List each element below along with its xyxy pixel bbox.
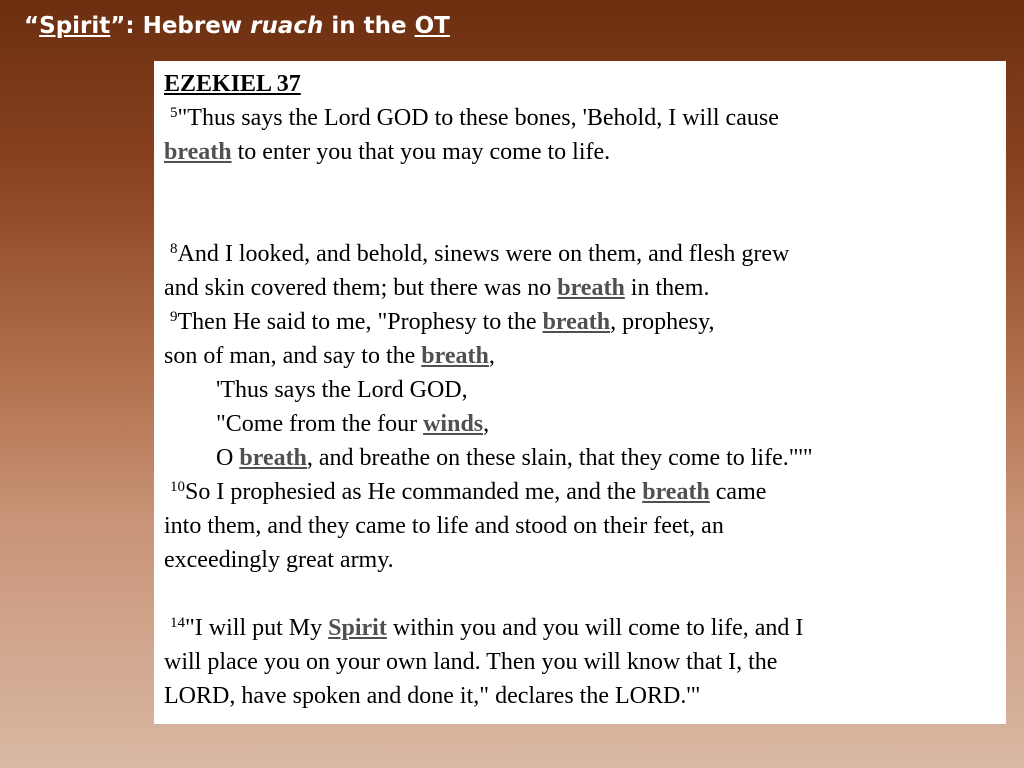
verse-9-text-1b: , prophesy, [610, 309, 715, 335]
verse-14-text-2: will place you on your own land. Then you will know that I, the [164, 649, 778, 675]
verse-14-line-3 [164, 679, 996, 713]
title-word-ot: OT [414, 13, 450, 39]
verse-10-text-2: into them, and they came to life and stood on their feet, an [164, 513, 724, 539]
keyword-breath: breath [421, 343, 489, 369]
verse-9-line-2 [164, 339, 996, 373]
keyword-breath: breath [642, 479, 710, 505]
verse-9-line-4 [164, 407, 996, 441]
title-word-ruach: ruach [250, 13, 324, 39]
verse-9-line-5 [164, 441, 996, 475]
title-open-quote: “ [24, 13, 40, 39]
verse-5-line-2 [164, 135, 996, 169]
verse-number-8: 8 [170, 241, 178, 257]
title-in-the: in the [323, 13, 415, 39]
keyword-spirit: Spirit [328, 615, 387, 641]
verse-14-text-3: LORD, have spoken and done it," declares the LORD.'" [164, 683, 701, 709]
verse-9-line-3 [164, 373, 996, 407]
verse-number-5: 5 [170, 105, 178, 121]
verse-8-text-2a: and skin covered them; but there was no [164, 275, 558, 301]
verse-10-text-1b: came [709, 479, 767, 505]
verse-8-line-2 [164, 271, 996, 305]
verse-9-text-5b: , and breathe on these slain, that they come to life."'" [306, 445, 813, 471]
title-hebrew-text: ”: Hebrew [110, 13, 251, 39]
title-word-spirit: Spirit [39, 13, 111, 39]
verse-number-10: 10 [170, 479, 185, 495]
verse-number-9: 9 [170, 309, 178, 325]
verse-14-text-1a: "I will put My [185, 615, 329, 641]
verse-10-text-1a: So I prophesied as He commanded me, and the [185, 479, 643, 505]
keyword-breath: breath [557, 275, 625, 301]
passage-heading-line [164, 67, 996, 101]
verse-10-line-1 [164, 475, 996, 509]
slide-title [24, 8, 450, 44]
verse-10-line-2 [164, 509, 996, 543]
blank-line [164, 203, 996, 237]
keyword-breath: breath [239, 445, 307, 471]
blank-line [164, 577, 996, 611]
verse-9-text-4b: , [483, 411, 490, 437]
verse-8-text-2b: in them. [624, 275, 710, 301]
verse-10-text-3: exceedingly great army. [164, 547, 394, 573]
verse-9-line-1 [164, 305, 996, 339]
blank-line [164, 169, 996, 203]
verse-5-text-2: to enter you that you may come to life. [231, 139, 611, 165]
verse-9-text-1a: Then He said to me, "Prophesy to the [177, 309, 543, 335]
passage-heading: EZEKIEL 37 [164, 71, 301, 97]
verse-14-line-2 [164, 645, 996, 679]
verse-14-text-1b: within you and you will come to life, and I [386, 615, 804, 641]
verse-5-line-1 [164, 101, 996, 135]
scripture-text-box [154, 61, 1006, 724]
verse-8-line-1 [164, 237, 996, 271]
keyword-winds: winds [423, 411, 484, 437]
verse-8-text-1: And I looked, and behold, sinews were on them, and flesh grew [177, 241, 790, 267]
verse-9-text-5a: O [216, 445, 240, 471]
keyword-breath: breath [164, 139, 232, 165]
verse-10-line-3 [164, 543, 996, 577]
verse-9-text-2b: , [488, 343, 495, 369]
verse-14-line-1 [164, 611, 996, 645]
verse-5-text-1: "Thus says the Lord GOD to these bones, 'Behold, I will cause [177, 105, 779, 131]
verse-number-14: 14 [170, 615, 185, 631]
verse-9-text-2a: son of man, and say to the [164, 343, 422, 369]
verse-9-text-4a: "Come from the four [216, 411, 424, 437]
verse-9-text-3: 'Thus says the Lord GOD, [216, 377, 468, 403]
keyword-breath: breath [542, 309, 611, 335]
